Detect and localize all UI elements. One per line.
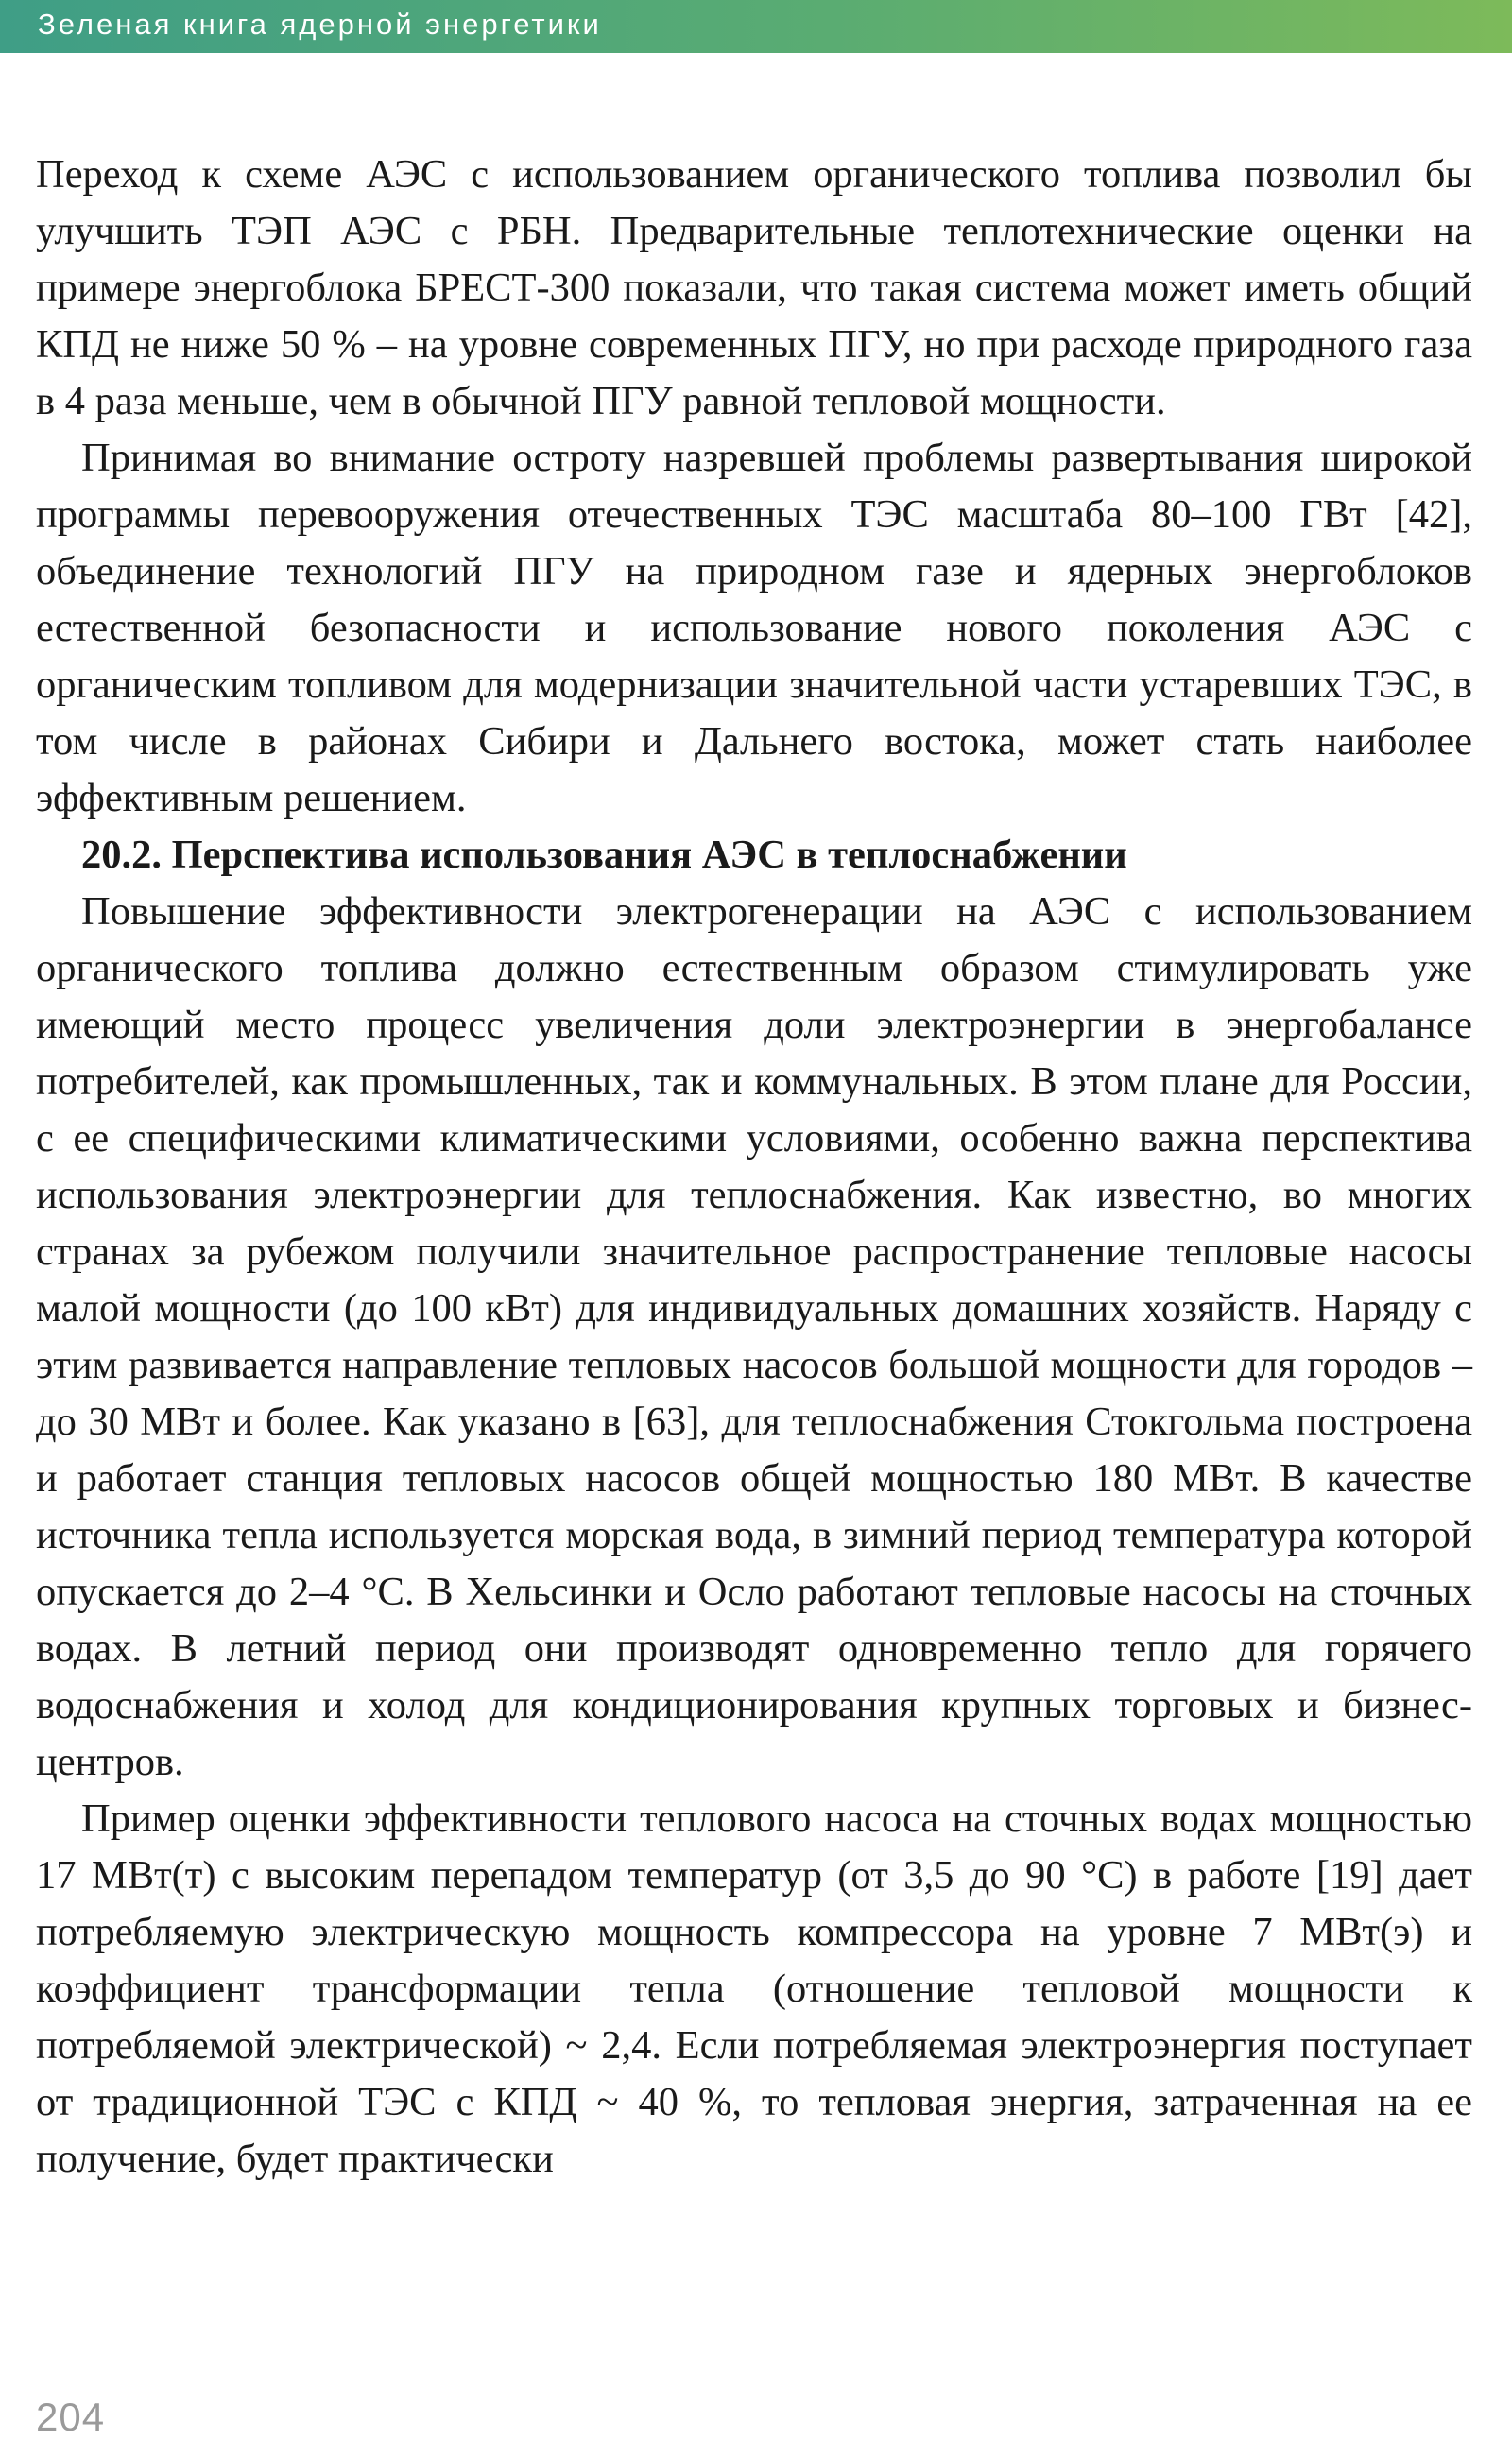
page-content (36, 146, 1472, 2188)
paragraph-2: Принимая во внимание остроту назревшей проблемы развертывания широкой программы перевооружения отечественных ТЭС масштаба 80–100 ГВт [42], объединение технологий ПГУ на природном газе и ядерных энергоблоков естественной безопасности и использование нового поколения АЭС с органическим топливом для модернизации значительной части устаревших ТЭС, в том числе в районах Сибири и Дальнего востока, может стать наиболее эффективным решением. (36, 436, 1472, 820)
page-number: 204 (36, 2395, 106, 2439)
section-heading: 20.2. Перспектива использования АЭС в теплоснабжении (81, 833, 1127, 877)
paragraph-4: Пример оценки эффективности теплового насоса на сточных водах мощностью 17 МВт(т) с высоким перепадом температур (от 3,5 до 90 °С) в работе [19] дает потребляемую электрическую мощность компрессора на уровне 7 МВт(э) и коэффициент трансформации тепла (отношение тепловой мощности к потребляемой электрической) ~ 2,4. Если потребляемая электроэнергия поступает от традиционной ТЭС с КПД ~ 40 %, то тепловая энергия, затраченная на ее получение, будет практически (36, 1796, 1472, 2181)
paragraph-1: Переход к схеме АЭС с использованием органического топлива позволил бы улучшить ТЭП АЭС с РБН. Предварительные теплотехнические оценки на примере энергоблока БРЕСТ-300 показали, что такая система может иметь общий КПД не ниже 50 % – на уровне современных ПГУ, но при расходе природного газа в 4 раза меньше, чем в обычной ПГУ равной тепловой мощности. (36, 152, 1472, 423)
header-bar (0, 0, 1512, 53)
paragraph-3: Повышение эффективности электрогенерации на АЭС с использованием органического топлива должно естественным образом стимулировать уже имеющий место процесс увеличения доли электроэнергии в энергобалансе потребителей, как промышленных, так и коммунальных. В этом плане для России, с ее специфическими климатическими условиями, особенно важна перспектива использования электроэнергии для теплоснабжения. Как известно, во многих странах за рубежом получили значительное распространение тепловые насосы малой мощности (до 100 кВт) для индивидуальных домашних хозяйств. Наряду с этим развивается направление тепловых насосов большой мощности для городов – до 30 МВт и более. Как указано в [63], для теплоснабжения Стокгольма построена и работает станция тепловых насосов общей мощностью 180 МВт. В качестве источника тепла используется морская вода, в зимний период температура которой опускается до 2–4 °С. В Хельсинки и Осло работают тепловые насосы на сточных водах. В летний период они производят одновременно тепло для горячего водоснабжения и холод для кондиционирования крупных торговых и бизнес-центров. (36, 889, 1472, 1784)
book-title: Зеленая книга ядерной энергетики (38, 8, 602, 41)
